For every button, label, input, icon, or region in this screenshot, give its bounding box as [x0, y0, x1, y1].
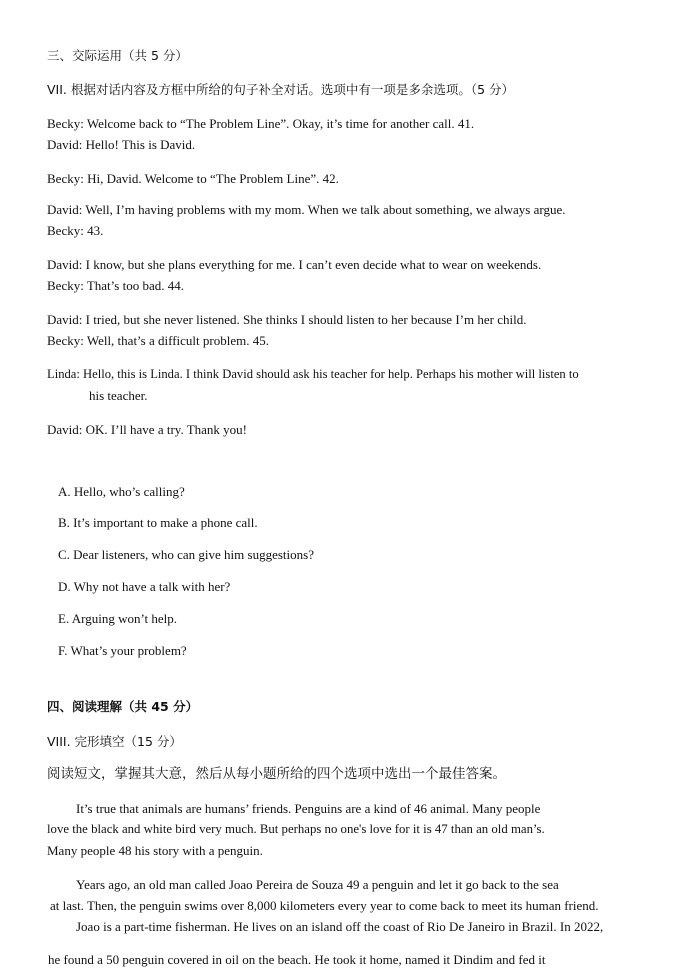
option-c: C. Dear listeners, who can give him suggestions?: [58, 547, 314, 562]
passage-line: Joao is a part-time fisherman. He lives on an island off the coast of Rio De Janeiro in Brazil. In 2022,: [76, 919, 604, 934]
passage-line: at last. Then, the penguin swims over 8,000 kilometers every year to come back to meet its human friend.: [50, 898, 599, 913]
dialogue-line: David: Well, I’m having problems with my mom. When we talk about something, we always argue.: [47, 202, 566, 217]
dialogue-line: David: I know, but she plans everything for me. I can’t even decide what to wear on weekends.: [47, 257, 542, 272]
section-4-heading: 四、阅读理解（共 45 分）: [47, 699, 199, 714]
dialogue-line: David: I tried, but she never listened. She thinks I should listen to her because I’m her child.: [47, 312, 527, 327]
dialogue-line: Linda: Hello, this is Linda. I think David should ask his teacher for help. Perhaps his mother will listen to: [47, 367, 579, 381]
passage-line: he found a 50 penguin covered in oil on the beach. He took it home, named it Dindim and fed it: [48, 952, 546, 967]
dialogue-line: David: Hello! This is David.: [47, 137, 196, 152]
passage-line: love the black and white bird very much. But perhaps no one's love for it is 47 than an old man’s.: [47, 822, 545, 836]
dialogue-line: Becky: 43.: [47, 223, 104, 238]
dialogue-line: Becky: That’s too bad. 44.: [47, 278, 184, 293]
dialogue-line: Becky: Well, that’s a difficult problem. 45.: [47, 333, 269, 348]
dialogue-line: Becky: Welcome back to “The Problem Line”. Okay, it’s time for another call. 41.: [47, 116, 475, 131]
option-a: A. Hello, who’s calling?: [58, 484, 185, 499]
part-vii-title: VII. 根据对话内容及方框中所给的句子补全对话。选项中有一项是多余选项。（5 分）: [47, 82, 515, 97]
option-d: D. Why not have a talk with her?: [58, 579, 231, 594]
section-3-heading: 三、交际运用（共 5 分）: [47, 48, 188, 63]
dialogue-line: David: OK. I’ll have a try. Thank you!: [47, 422, 248, 437]
passage-line: It’s true that animals are humans’ friends. Penguins are a kind of 46 animal. Many people: [76, 801, 541, 816]
reading-instruction: 阅读短文，掌握其大意，然后从每小题所给的四个选项中选出一个最佳答案。: [47, 766, 506, 782]
passage-line: Years ago, an old man called Joao Pereira de Souza 49 a penguin and let it go back to the sea: [76, 877, 559, 892]
part-viii-title: VIII. 完形填空（15 分）: [47, 734, 182, 749]
option-e: E. Arguing won’t help.: [58, 611, 178, 626]
dialogue-line-continued: his teacher.: [89, 388, 148, 403]
passage-line: Many people 48 his story with a penguin.: [47, 843, 263, 858]
dialogue-line: Becky: Hi, David. Welcome to “The Problem Line”. 42.: [47, 171, 339, 186]
option-f: F. What’s your problem?: [58, 643, 187, 658]
option-b: B. It’s important to make a phone call.: [58, 515, 258, 530]
